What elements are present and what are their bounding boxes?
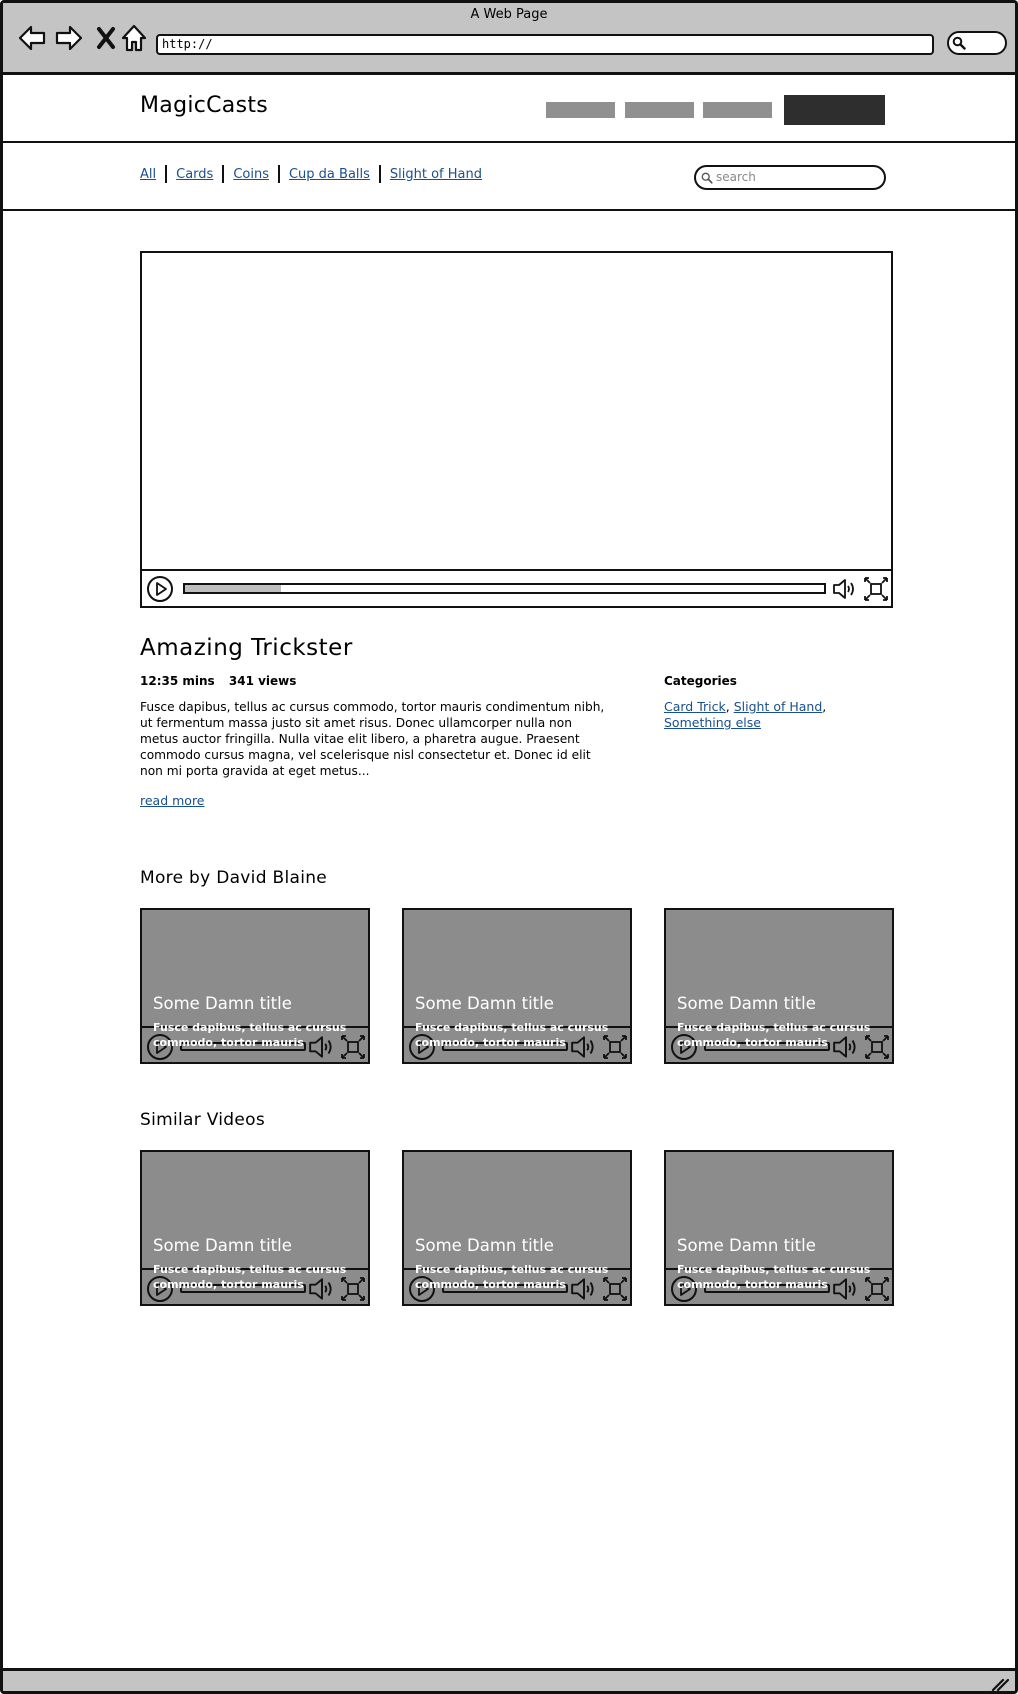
thumbnail-description: Fusce dapibus, tellus ac cursus commodo, tortor mauris: [153, 1021, 347, 1049]
thumbnail-description: Fusce dapibus, tellus ac cursus commodo, tortor mauris: [677, 1021, 871, 1049]
progress-fill: [185, 585, 281, 592]
category-link-cards[interactable]: Cards: [176, 166, 214, 182]
video-thumbnail[interactable]: [402, 1150, 632, 1306]
top-nav-item[interactable]: [546, 102, 615, 118]
thumbnail-description: Fusce dapibus, tellus ac cursus commodo, tortor mauris: [153, 1263, 347, 1291]
category-tag-something-else[interactable]: Something else: [664, 715, 761, 730]
category-tag-slight-of-hand[interactable]: Slight of Hand: [733, 699, 823, 714]
video-thumbnail[interactable]: [402, 908, 632, 1064]
search-input[interactable]: [694, 165, 886, 190]
categories-heading: Categories: [664, 674, 737, 688]
divider: [222, 165, 224, 183]
site-header: [3, 75, 1015, 143]
fullscreen-icon[interactable]: [863, 576, 889, 602]
video-thumbnail[interactable]: [664, 1150, 894, 1306]
back-arrow-icon[interactable]: [17, 23, 47, 53]
thumbnail-title: Some Damn title: [415, 1236, 554, 1255]
url-bar[interactable]: http://: [156, 34, 934, 55]
thumbnail-title: Some Damn title: [415, 994, 554, 1013]
category-link-all[interactable]: All: [140, 166, 157, 182]
video-thumbnail[interactable]: [140, 1150, 370, 1306]
read-more-link[interactable]: read more: [140, 793, 205, 808]
category-links: [140, 165, 482, 183]
browser-status-bar: [3, 1668, 1015, 1694]
player-controls: [142, 569, 891, 606]
video-thumbnail[interactable]: [140, 908, 370, 1064]
search-icon: [701, 172, 713, 184]
divider: [379, 165, 381, 183]
resize-grip-icon[interactable]: [991, 1677, 1009, 1691]
video-title: Amazing Trickster: [140, 635, 353, 661]
similar-videos-heading: Similar Videos: [140, 1110, 266, 1130]
top-nav-primary-button[interactable]: [784, 95, 885, 125]
category-link-slight-of-hand[interactable]: Slight of Hand: [389, 166, 482, 182]
thumbnail-title: Some Damn title: [677, 1236, 816, 1255]
home-icon[interactable]: [119, 23, 149, 53]
divider: [165, 165, 167, 183]
video-meta: [140, 674, 296, 688]
site-logo[interactable]: MagicCasts: [140, 93, 269, 118]
thumbnail-description: Fusce dapibus, tellus ac cursus commodo, tortor mauris: [415, 1263, 609, 1291]
video-description: Fusce dapibus, tellus ac cursus commodo, tortor mauris condimentum nibh, ut fermentum massa justo sit amet risus. Donec ullamcorper nulla non metus auctor fringilla. Nulla vitae elit libero, a pharetra augue. Praesent commodo cursus magna, vel scelerisque nisl consectetur et. Donec id elit non mi porta gravida at eget metus...: [140, 700, 605, 778]
search-icon: [952, 36, 966, 50]
forward-arrow-icon[interactable]: [54, 23, 84, 53]
thumbnail-description: Fusce dapibus, tellus ac cursus commodo, tortor mauris: [677, 1263, 871, 1291]
category-bar: [3, 143, 1015, 211]
video-player[interactable]: [140, 251, 893, 608]
top-nav-item[interactable]: [703, 102, 772, 118]
progress-bar[interactable]: [183, 583, 826, 594]
stop-x-icon[interactable]: [91, 23, 121, 53]
thumbnail-title: Some Damn title: [677, 994, 816, 1013]
browser-toolbar: [3, 3, 1015, 75]
category-link-coins[interactable]: Coins: [233, 166, 269, 182]
play-icon[interactable]: [146, 575, 174, 603]
more-by-heading: More by David Blaine: [140, 868, 328, 888]
thumbnail-description: Fusce dapibus, tellus ac cursus commodo, tortor mauris: [415, 1021, 609, 1049]
video-views: 341 views: [228, 674, 297, 688]
browser-search-box[interactable]: [947, 31, 1007, 55]
category-tag-card-trick[interactable]: Card Trick: [664, 699, 726, 714]
categories-list: Card Trick, Slight of Hand, Something else: [664, 699, 827, 730]
search-placeholder: search: [716, 170, 756, 184]
thumbnail-title: Some Damn title: [153, 994, 292, 1013]
video-thumbnail[interactable]: [664, 908, 894, 1064]
window-title: A Web Page: [470, 7, 548, 22]
video-duration: 12:35 mins: [140, 674, 215, 688]
volume-icon[interactable]: [832, 577, 858, 601]
category-link-cup-da-balls[interactable]: Cup da Balls: [288, 166, 370, 182]
top-nav-item[interactable]: [625, 102, 694, 118]
divider: [278, 165, 280, 183]
thumbnail-title: Some Damn title: [153, 1236, 292, 1255]
